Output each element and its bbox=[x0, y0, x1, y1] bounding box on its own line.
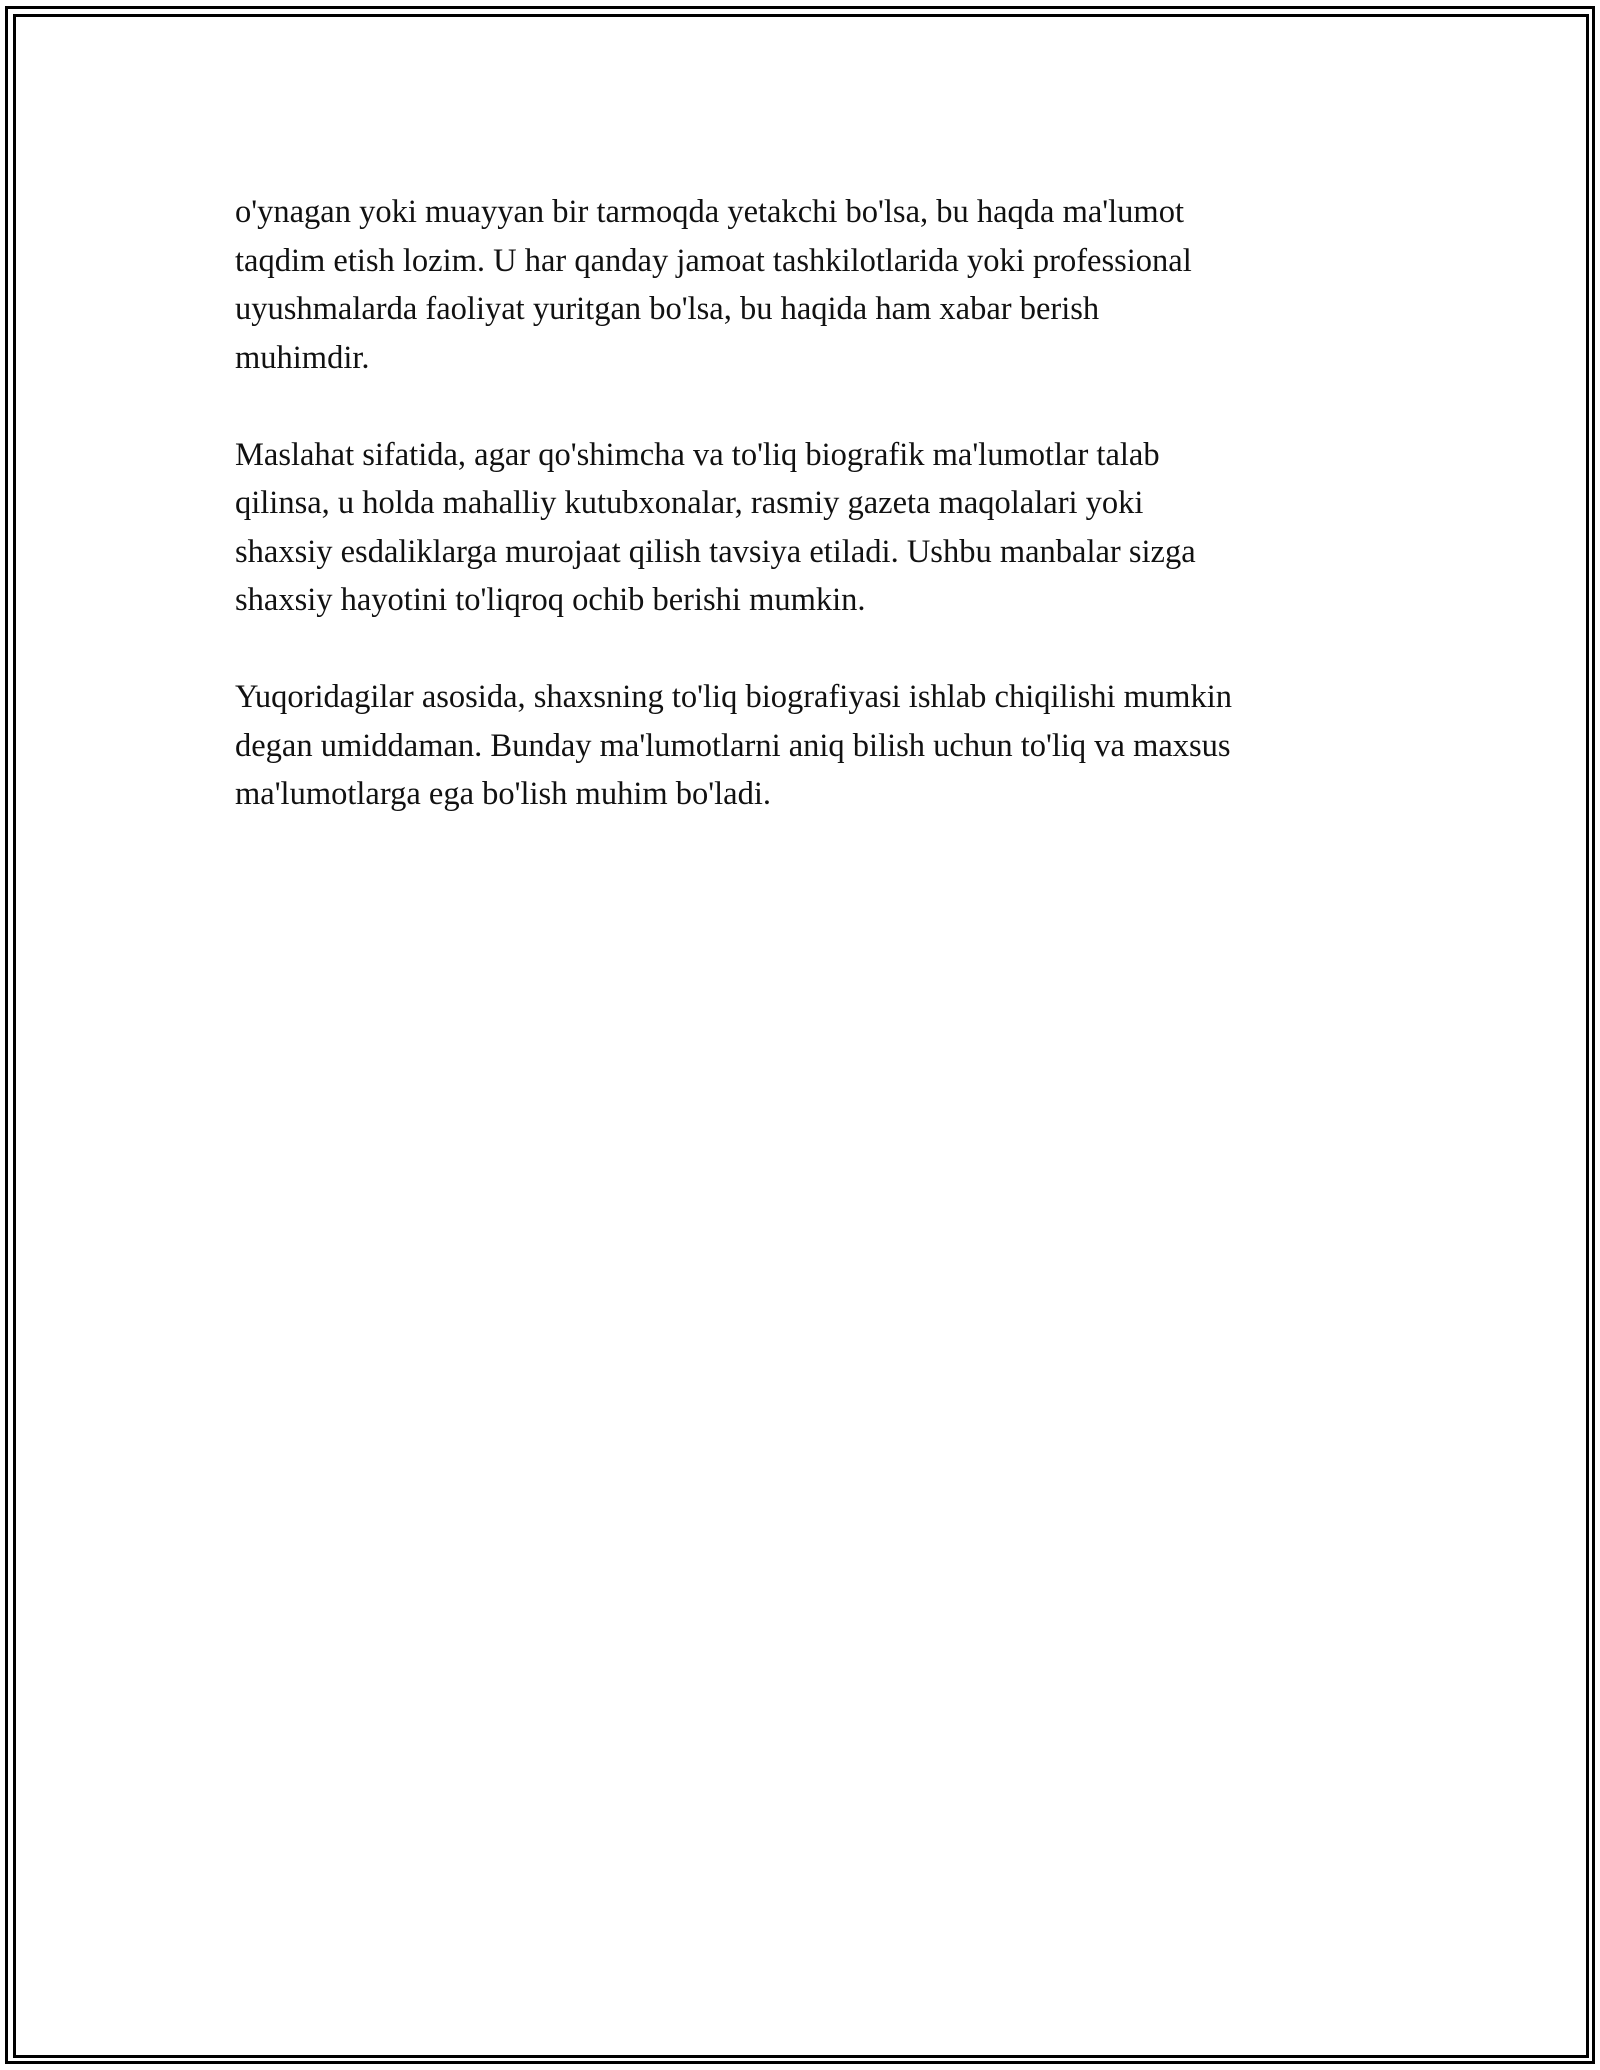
text-line: taqdim etish lozim. U har qanday jamoat tashkilotlarida yoki professional bbox=[235, 242, 1192, 279]
text-line: shaxsiy hayotini to'liqroq ochib berishi mumkin. bbox=[235, 582, 866, 618]
paragraph-2 bbox=[235, 431, 1375, 625]
text-line: shaxsiy esdaliklarga murojaat qilish tavsiya etiladi. Ushbu manbalar sizga bbox=[235, 533, 1196, 570]
text-line: o'ynagan yoki muayyan bir tarmoqda yetakchi bo'lsa, bu haqda ma'lumot bbox=[235, 194, 1184, 230]
text-line: uyushmalarda faoliyat yuritgan bo'lsa, bu haqida ham xabar berish bbox=[235, 291, 1100, 327]
text-line: muhimdir. bbox=[235, 339, 370, 376]
document-body bbox=[235, 188, 1375, 867]
text-line: degan umiddaman. Bunday ma'lumotlarni aniq bilish uchun to'liq va maxsus bbox=[235, 727, 1231, 764]
text-line: ma'lumotlarga ega bo'lish muhim bo'ladi. bbox=[235, 776, 771, 812]
text-line: Yuqoridagilar asosida, shaxsning to'liq biografiyasi ishlab chiqilishi mumkin bbox=[235, 679, 1232, 715]
paragraph-1 bbox=[235, 188, 1375, 382]
text-line: Maslahat sifatida, agar qo'shimcha va to'liq biografik ma'lumotlar talab bbox=[235, 436, 1160, 473]
text-line: qilinsa, u holda mahalliy kutubxonalar, rasmiy gazeta maqolalari yoki bbox=[235, 485, 1144, 521]
paragraph-3 bbox=[235, 673, 1375, 819]
